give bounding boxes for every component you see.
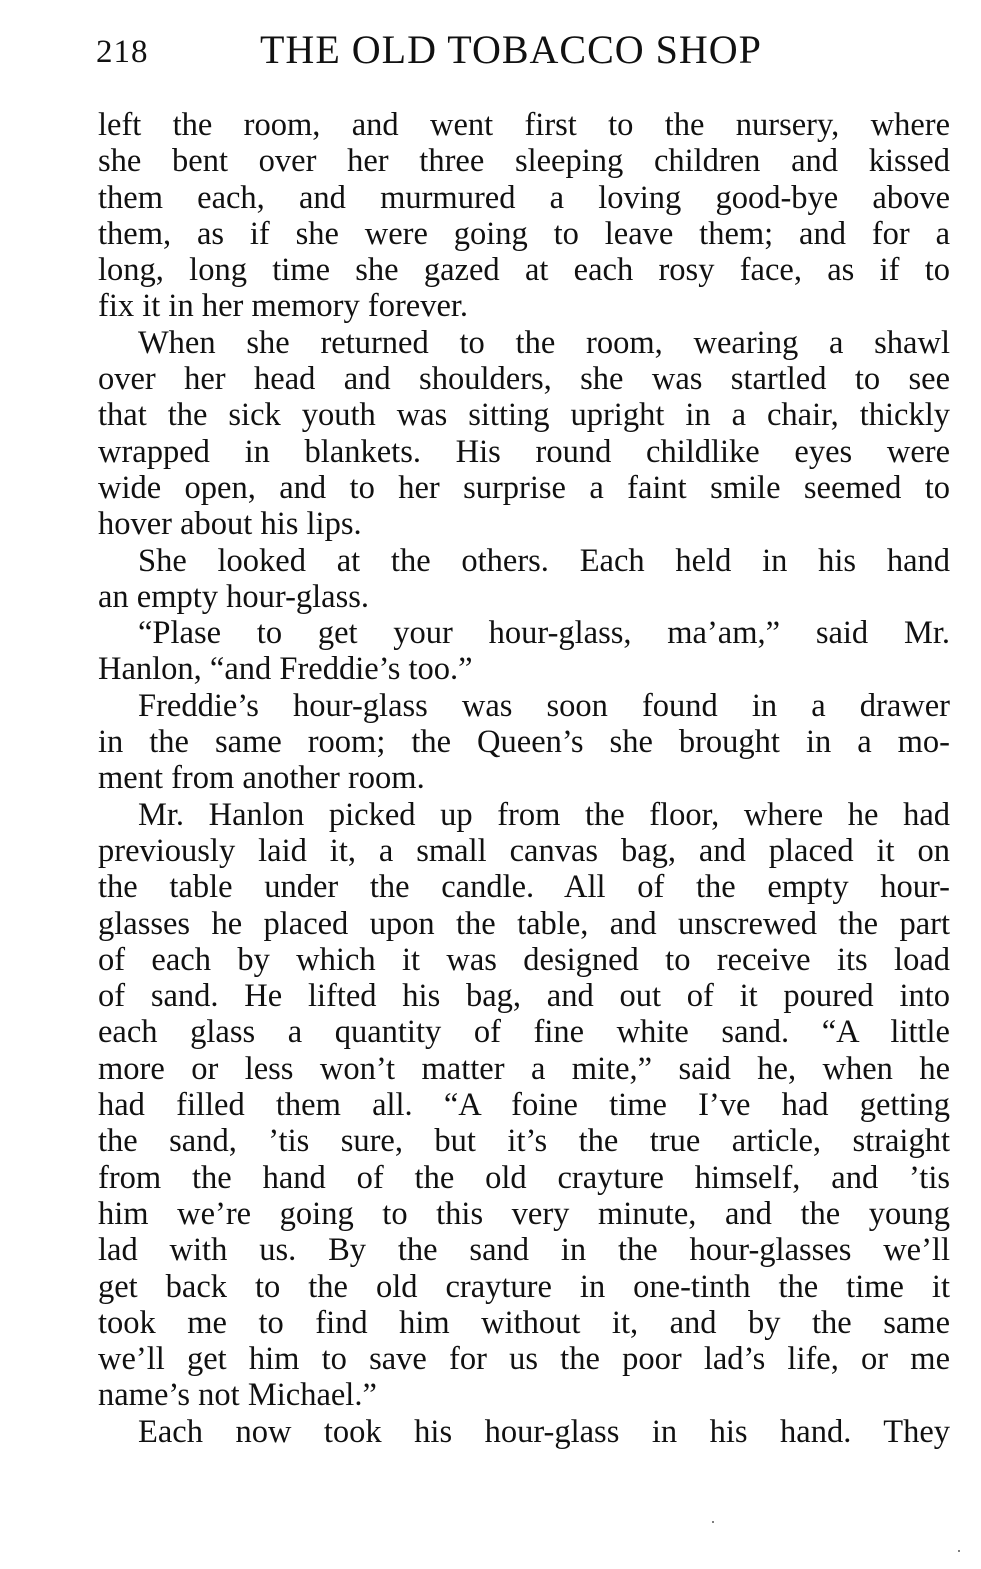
text-line: of each by which it was designed to receive its load: [98, 941, 950, 978]
text-line: over her head and shoulders, she was startled to see: [98, 361, 950, 398]
text-line: lad with us. By the sand in the hour-glasses we’ll: [98, 1232, 950, 1269]
text-line: we’ll get him to save for us the poor lad’s life, or me: [98, 1341, 950, 1378]
text-line: from the hand of the old crayture himself, and ’tis: [98, 1159, 950, 1196]
text-line: glasses he placed upon the table, and unscrewed the part: [98, 905, 950, 942]
text-line: get back to the old crayture in one-tinth the time it: [98, 1268, 950, 1305]
text-line: previously laid it, a small canvas bag, and placed it on: [98, 832, 950, 869]
text-line: long, long time she gazed at each rosy face, as if to: [98, 252, 950, 289]
text-line: Mr. Hanlon picked up from the floor, where he had: [138, 796, 950, 833]
text-line: the table under the candle. All of the empty hour-: [98, 869, 950, 906]
scan-speck: [712, 1521, 714, 1523]
text-line: “Plase to get your hour-glass, ma’am,” said Mr.: [138, 615, 950, 652]
text-line: them, as if she were going to leave them; and for a: [98, 215, 950, 252]
text-line: the sand, ’tis sure, but it’s the true article, straight: [98, 1123, 950, 1160]
text-line: name’s not Michael.”: [98, 1377, 377, 1414]
text-line: fix it in her memory forever.: [98, 288, 469, 325]
text-line: that the sick youth was sitting upright in a chair, thickly: [98, 397, 950, 434]
page-number: 218: [96, 34, 149, 70]
text-line: Each now took his hour-glass in his hand. They: [138, 1413, 950, 1450]
text-line: in the same room; the Queen’s she brought in a mo-: [98, 724, 950, 761]
text-line: she bent over her three sleeping children and kissed: [98, 143, 950, 180]
text-line: of sand. He lifted his bag, and out of it poured into: [98, 978, 950, 1015]
text-line: Hanlon, “and Freddie’s too.”: [98, 651, 473, 688]
scan-speck: [958, 1550, 960, 1552]
text-line: him we’re going to this very minute, and the young: [98, 1195, 950, 1232]
text-line: left the room, and went first to the nursery, where: [98, 107, 950, 143]
text-body: [98, 107, 950, 1450]
text-line: She looked at the others. Each held in his hand: [138, 542, 950, 579]
running-head: [96, 26, 956, 76]
text-line: wrapped in blankets. His round childlike eyes were: [98, 433, 950, 470]
text-line: each glass a quantity of fine white sand. “A little: [98, 1014, 950, 1051]
text-line: took me to find him without it, and by the same: [98, 1304, 950, 1341]
text-line: an empty hour-glass.: [98, 578, 370, 615]
text-line: them each, and murmured a loving good-bye above: [98, 179, 950, 216]
text-line: hover about his lips.: [98, 506, 362, 543]
text-line: ment from another room.: [98, 760, 425, 797]
text-line: more or less won’t matter a mite,” said he, when he: [98, 1050, 950, 1087]
text-line: wide open, and to her surprise a faint smile seemed to: [98, 469, 950, 506]
text-line: had filled them all. “A foine time I’ve had getting: [98, 1087, 950, 1124]
book-title: THE OLD TOBACCO SHOP: [260, 27, 762, 72]
text-line: Freddie’s hour-glass was soon found in a drawer: [138, 687, 950, 724]
text-line: When she returned to the room, wearing a shawl: [138, 324, 950, 361]
